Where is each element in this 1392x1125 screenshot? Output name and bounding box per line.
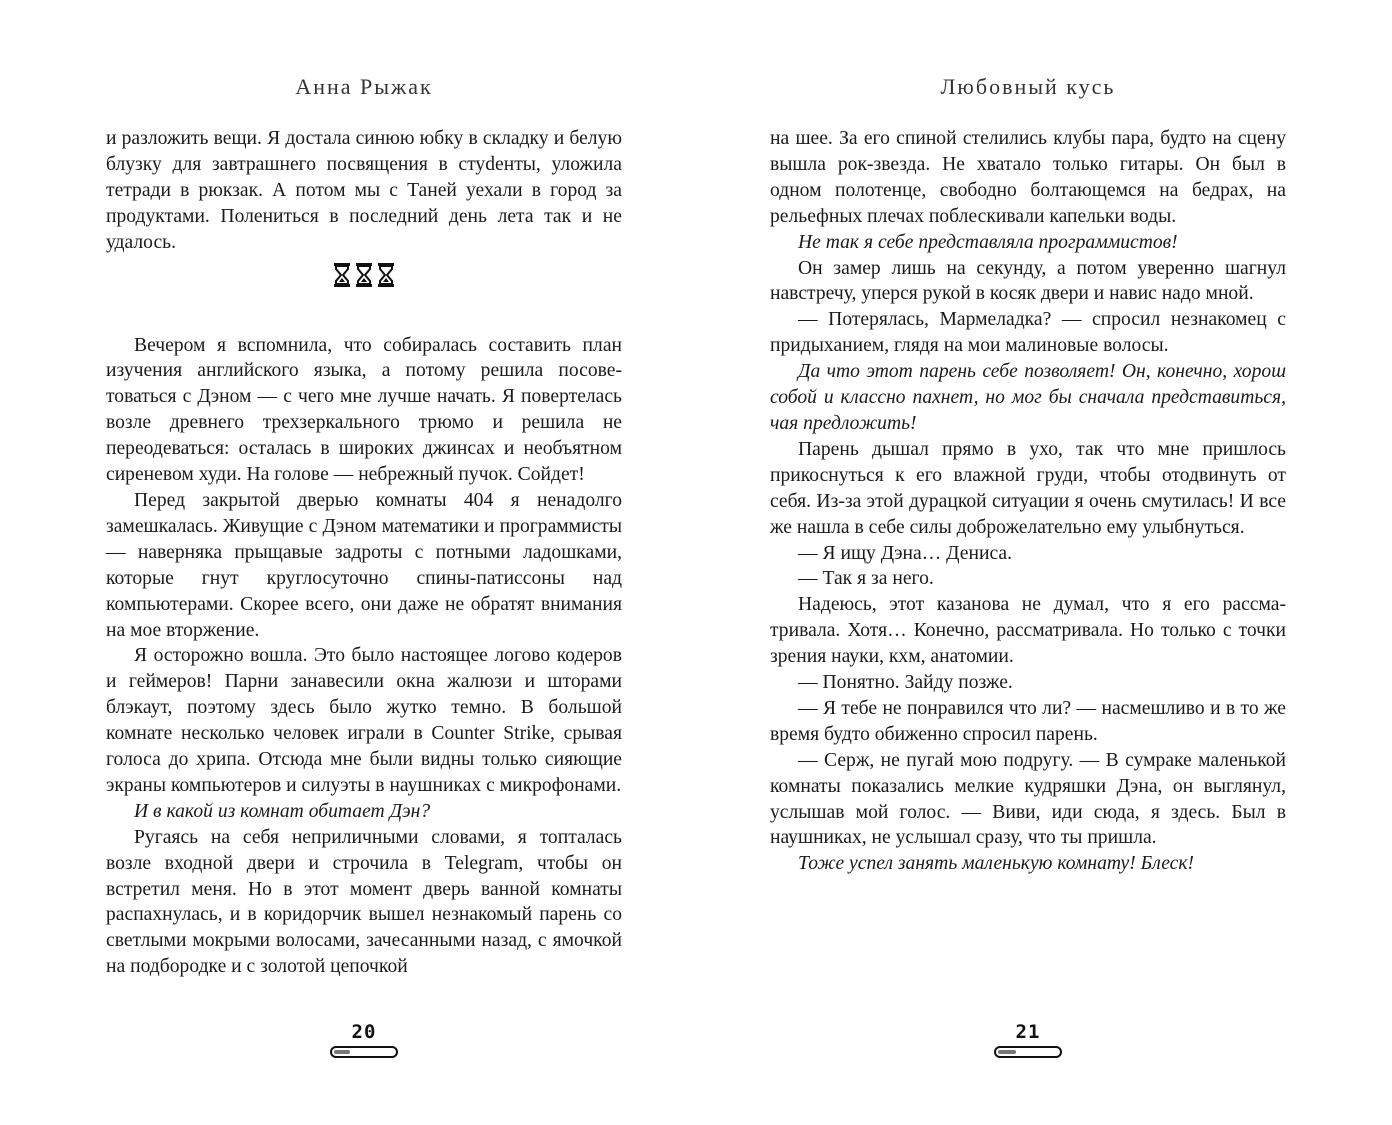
dialogue-paragraph: — Понятно. Зайду позже.	[798, 672, 1013, 694]
page-number: 21	[1015, 1021, 1041, 1043]
running-head-author: Анна Рыжак	[295, 74, 433, 99]
inner-thought-paragraph: Не так я себе представляла программистов!	[798, 231, 1178, 253]
right-page-text	[770, 126, 1286, 877]
right-page	[770, 0, 1286, 1125]
hourglass-icon	[355, 262, 373, 288]
running-head-title: Любовный кусь	[940, 74, 1116, 99]
section-break-ornament	[106, 256, 622, 333]
paragraph: на шее. За его спиной стелились клубы пара, будто на сцену вышла рок-звезда. Не хватало только гитары. Он был в одном полотенце, свободно болтающемся на бедрах, на рельефных плечах поблескивали капельки воды.	[770, 128, 1286, 227]
paragraph: Надеюсь, этот казанова не думал, что я его рассматривала. Хотя… Конечно, рассматривала. Но только с точки зрения науки, кхм, анатомии.	[770, 594, 1286, 668]
paragraph: Вечером я вспомнила, что собиралась составить план изучения английского языка, а потому решила посоветоваться с Дэном — с чего мне лучше начать. Я повертелась возле древнего трехзеркального трюмо и решила не переодеваться: осталась в широких джинсах и необъятном сиреневом худи. На голове — небрежный пучок. Сойдет!	[106, 334, 622, 486]
page-folio	[106, 1022, 622, 1058]
dialogue-paragraph: — Я тебе не понравился что ли? — насмешливо и в то же время будто обиженно спросил парень.	[770, 697, 1286, 745]
left-page-text	[106, 126, 622, 980]
reading-progress-bar	[330, 1046, 398, 1058]
hourglass-icon	[333, 262, 351, 288]
left-page	[106, 0, 622, 1125]
dialogue-paragraph: — Серж, не пугай мою подругу. — В сумраке маленькой комнаты показались мелкие кудряшки Дэна, он выглянул, услышав мой голос. — Виви, иди сюда, я здесь. Был в наушниках, не услышал сразу, что ты пришла.	[770, 749, 1286, 849]
reading-progress-bar	[994, 1046, 1062, 1058]
inner-thought-paragraph: Да что этот парень себе позволяет! Он, конечно, хорош собой и классно пахнет, но мог бы сначала представиться, чая предложить!	[770, 361, 1286, 434]
hourglass-icon	[377, 262, 395, 288]
page-folio	[770, 1022, 1286, 1058]
page-number: 20	[351, 1021, 377, 1043]
paragraph: Я осторожно вошла. Это было настоящее логово кодеров и геймеров! Парни занавесили окна жалюзи и шторами блэкаут, поэтому здесь было жутко темно. В большой комнате несколько человек играли в Counter Strike, срывая голоса до хрипа. Отсюда мне были видны только сияющие экраны компьютеров и силуэты в наушниках с микрофонами.	[106, 645, 622, 796]
progress-fill	[998, 1050, 1016, 1054]
paragraph: Он замер лишь на секунду, а потом уверенно шагнул навстречу, уперся рукой в косяк двери и навис надо мной.	[770, 257, 1286, 305]
paragraph: Парень дышал прямо в ухо, так что мне пришлось прикоснуться к его влажной груди, чтобы отодвинуть от себя. Из-за этой дурацкой ситуации я очень смутилась! И все же нашла в себе силы доброжелательно ему улыбнуться.	[770, 438, 1286, 538]
paragraph: Ругаясь на себя неприличными словами, я топталась возле входной двери и строчила в Telegram, чтобы он встретил меня. Но в этот момент дверь ванной комнаты распахнулась, и в коридорчик вышел незнакомый парень со светлыми мокрыми волосами, зачесанными назад, с ямочкой на подбородке и с золотой цепочкой	[106, 826, 622, 978]
progress-fill	[334, 1050, 350, 1054]
paragraph: и разложить вещи. Я достала синюю юбку в складку и белую блузку для завтрашнего посвящения в стуdенты, уложила тетради в рюкзак. А потом мы с Таней уехали в город за продуктами. Полениться в последний день лета так и не удалось.	[106, 128, 622, 253]
paragraph: Перед закрытой дверью комнаты 404 я ненадолго замешкалась. Живущие с Дэном математики и программисты — наверняка прыщавые задроты с потными ладошками, которые гнут круглосуточно спины-патиссоны над компьютерами. Скорее всего, они даже не обратят внимания на мое вторжение.	[106, 489, 622, 641]
dialogue-paragraph: — Потерялась, Мармеладка? — спросил незнакомец с придыханием, глядя на мои малиновые волосы.	[770, 309, 1286, 357]
dialogue-paragraph: — Я ищу Дэна… Дениса.	[798, 542, 1012, 564]
inner-thought-paragraph: И в какой из комнат обитает Дэн?	[134, 800, 431, 822]
dialogue-paragraph: — Так я за него.	[798, 568, 934, 590]
inner-thought-paragraph: Тоже успел занять маленькую комнату! Блеск!	[798, 853, 1195, 875]
